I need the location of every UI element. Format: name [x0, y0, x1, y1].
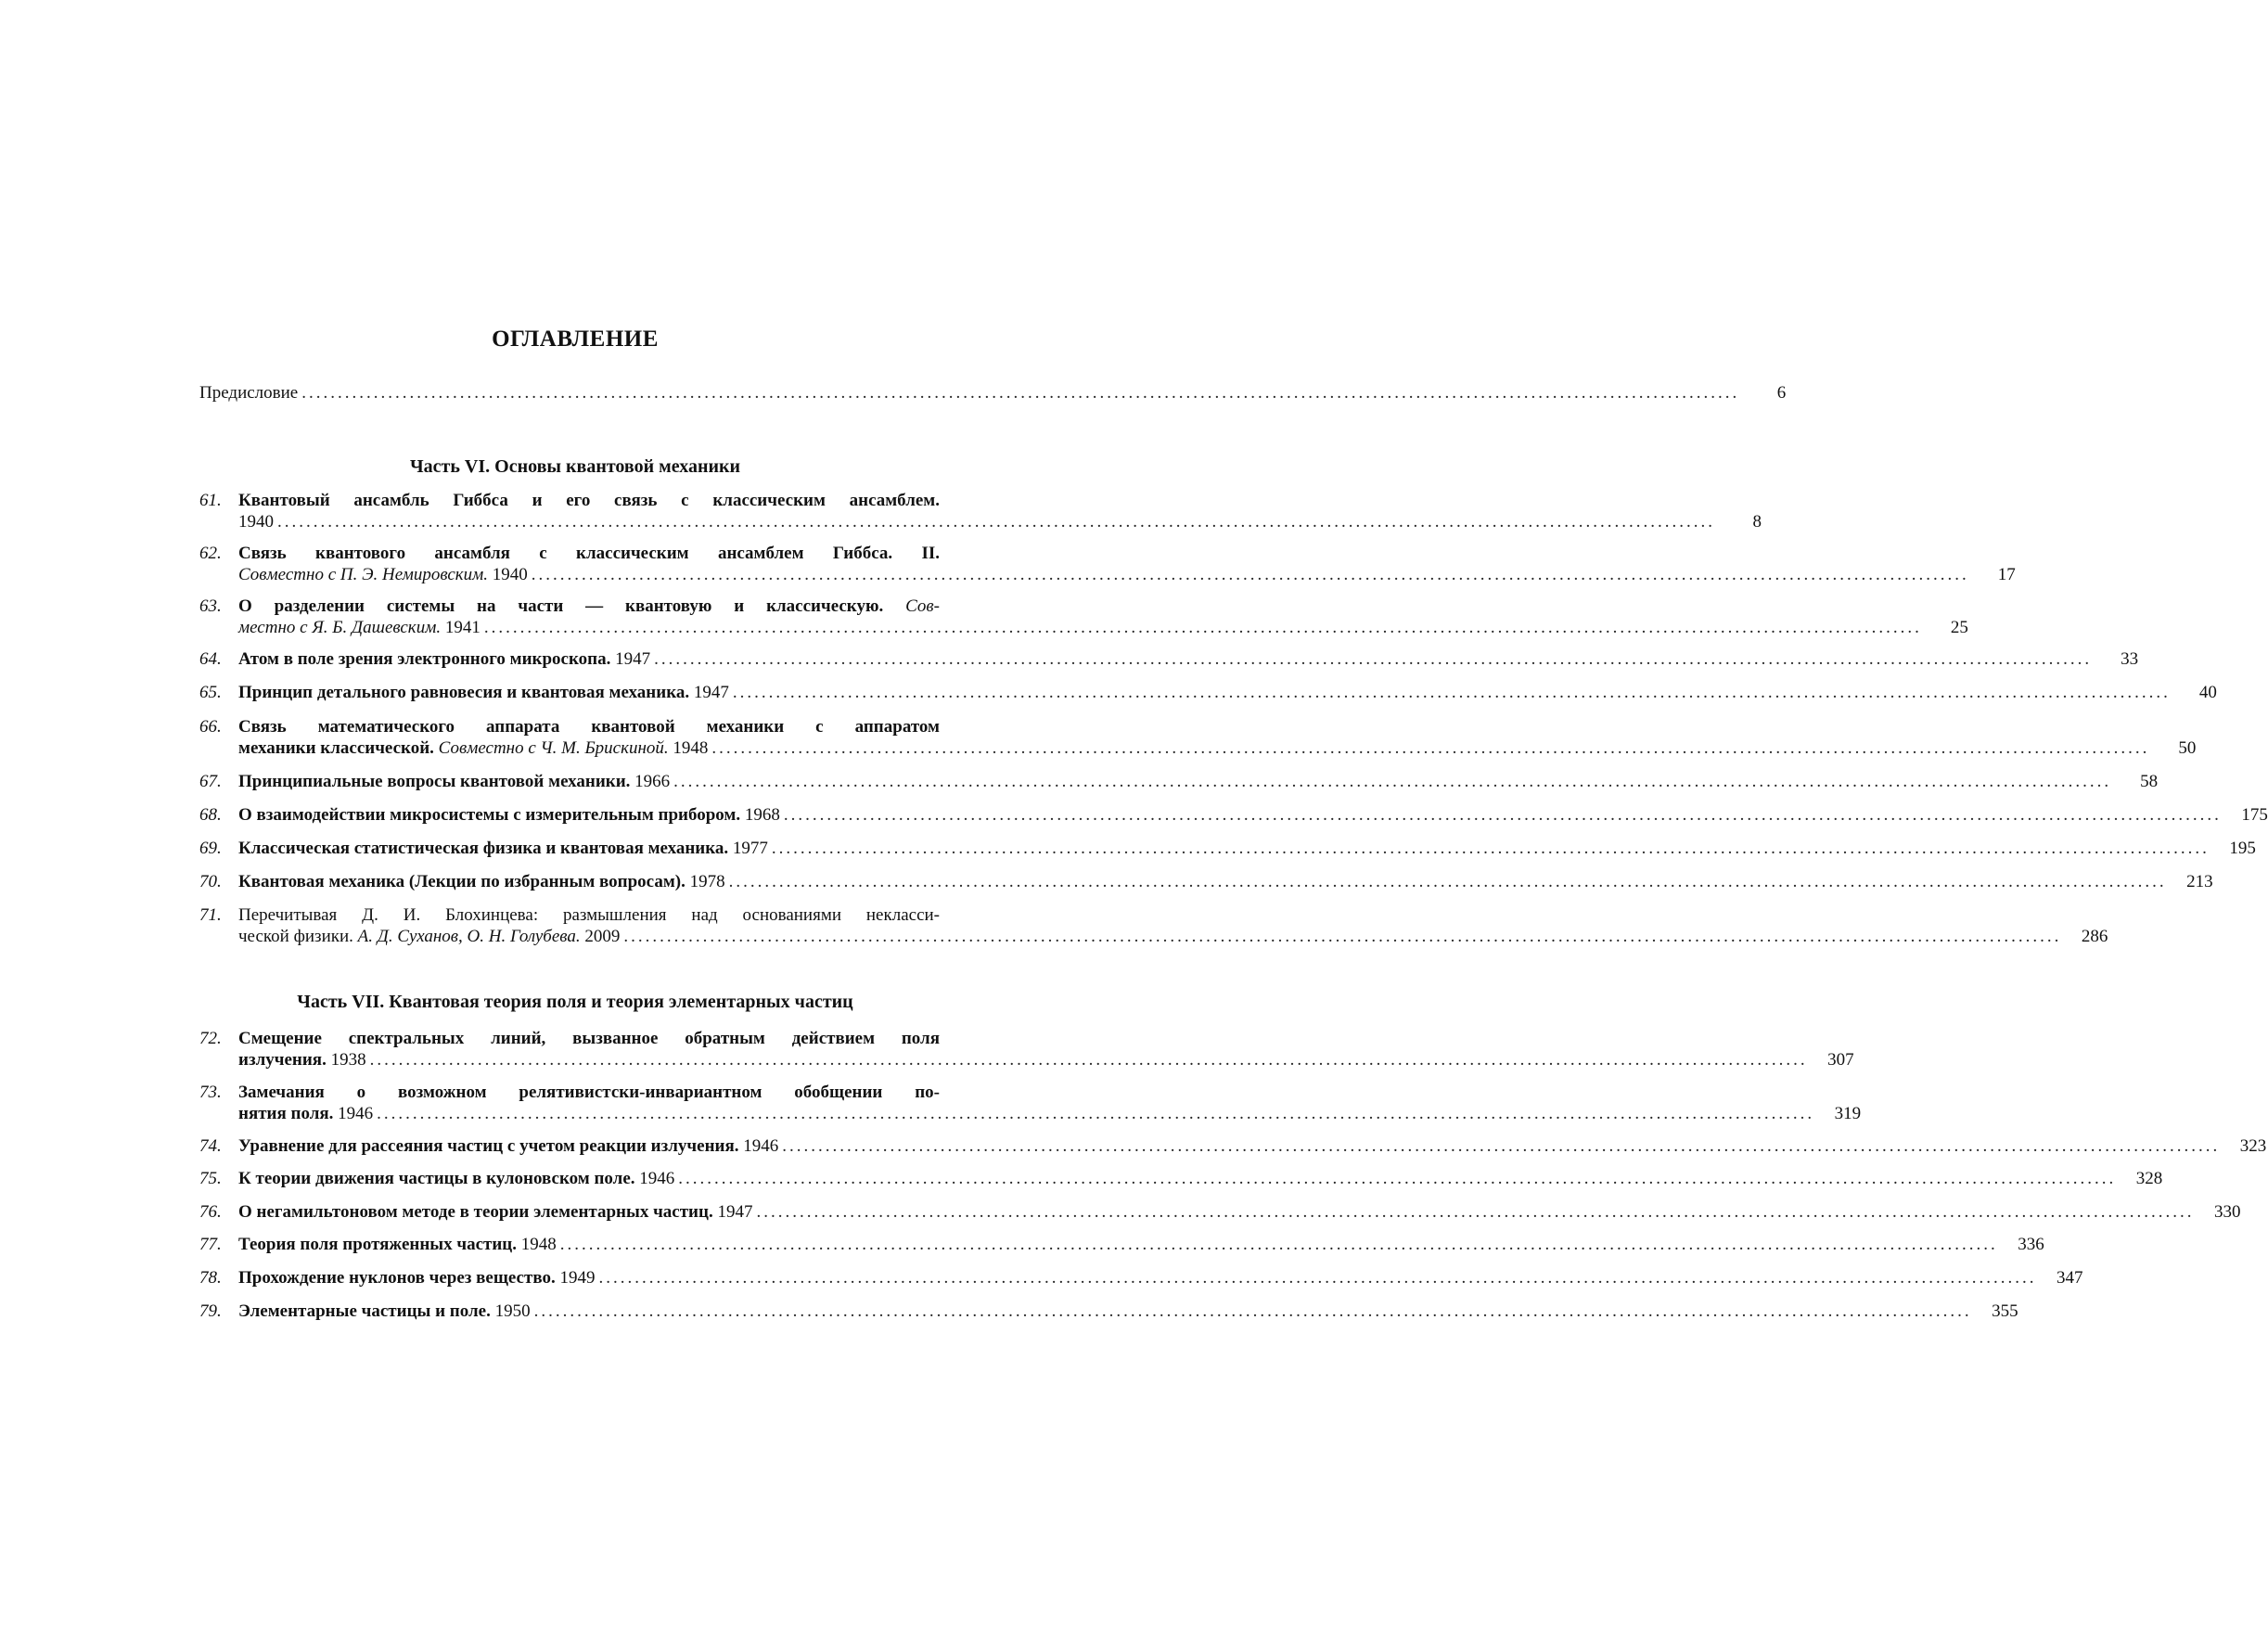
toc-entry-70[interactable]	[199, 870, 2213, 894]
entry-number: 72.	[199, 1029, 222, 1048]
entry-title: О разделении системы на части — квантовую и классическую.	[238, 596, 884, 616]
entry-year: 1977	[732, 839, 768, 858]
leader-dots: ........................................................................................................................................................................................................	[369, 1050, 1808, 1070]
entry-title: О взаимодействии микросистемы с измерительным прибором.	[238, 805, 741, 825]
part-6-heading: Часть VI. Основы квантовой механики	[409, 456, 741, 477]
entry-title: Квантовая механика (Лекции по избранным вопросам).	[238, 872, 686, 891]
page-number: 195	[2229, 839, 2256, 858]
entry-number: 70.	[199, 872, 222, 891]
page-number: 25	[1950, 618, 1968, 637]
entry-number: 64.	[199, 649, 222, 669]
entry-coauthors: Совместно с П. Э. Немировским.	[238, 565, 489, 584]
page-title: ОГЛАВЛЕНИЕ	[492, 327, 659, 352]
entry-number: 79.	[199, 1301, 222, 1321]
toc-entry-77[interactable]	[199, 1233, 2044, 1257]
toc-entry-72-cont[interactable]	[199, 1048, 1854, 1072]
leader-dots: ........................................................................................................................................................................................................	[783, 805, 2222, 825]
entry-number: 65.	[199, 683, 222, 702]
entry-year: 1947	[717, 1202, 753, 1222]
entry-title: Замечания о возможном релятивистски-инвариантном обобщении по-	[238, 1083, 940, 1102]
entry-year: 1946	[743, 1136, 779, 1156]
toc-entry-66-cont[interactable]	[199, 737, 2197, 761]
toc-entry-64[interactable]	[199, 647, 2139, 672]
entry-title: Связь математического аппарата квантовой механики с аппаратом	[238, 717, 940, 737]
entry-year: 1966	[634, 772, 671, 791]
page-number: 323	[2239, 1136, 2267, 1156]
entry-number: 68.	[199, 805, 222, 825]
entry-title: Атом в поле зрения электронного микроскопа.	[238, 649, 611, 669]
entry-coauthors: местно с Я. Б. Дашевским.	[238, 618, 442, 637]
page-number: 347	[2056, 1268, 2083, 1288]
entry-title: Смещение спектральных линий, вызванное обратным действием поля	[238, 1029, 940, 1048]
leader-dots: ........................................................................................................................................................................................................	[711, 738, 2150, 758]
entry-year: 1938	[330, 1050, 366, 1070]
toc-entry-67[interactable]	[199, 770, 2159, 794]
toc-entry-76[interactable]	[199, 1200, 2241, 1224]
entry-authors: А. Д. Суханов, О. Н. Голубева.	[357, 927, 581, 946]
toc-entry-73-cont[interactable]	[199, 1102, 1862, 1126]
entry-number: 78.	[199, 1268, 222, 1288]
part-7-heading: Часть VII. Квантовая теория поля и теория элементарных частиц	[297, 992, 853, 1012]
leader-dots: ........................................................................................................................................................................................................	[623, 927, 2062, 946]
entry-number: 74.	[199, 1136, 222, 1156]
entry-year: 1948	[520, 1235, 557, 1254]
entry-title: Прохождение нуклонов через вещество.	[238, 1268, 556, 1288]
leader-dots: ........................................................................................................................................................................................................	[533, 1301, 1972, 1321]
leader-dots: ........................................................................................................................................................................................................	[673, 772, 2112, 791]
toc-entry-79[interactable]	[199, 1300, 2018, 1324]
entry-coauthors: Совместно с Ч. М. Брискиной.	[438, 738, 669, 758]
entry-year: 1948	[673, 738, 709, 758]
entry-number: 71.	[199, 905, 222, 925]
entry-title-cont: ческой физики.	[238, 927, 353, 946]
entry-year: 1978	[689, 872, 725, 891]
leader-dots: ........................................................................................................................................................................................................	[559, 1235, 1998, 1254]
entry-number: 69.	[199, 839, 222, 858]
entry-title: Принцип детального равновесия и квантовая механика.	[238, 683, 690, 702]
entry-title: Уравнение для рассеяния частиц с учетом реакции излучения.	[238, 1136, 739, 1156]
leader-dots: ........................................................................................................................................................................................................	[771, 839, 2210, 858]
entry-title: Связь квантового ансамбля с классическим ансамблем Гиббса. II.	[238, 544, 940, 563]
entry-year: 1946	[338, 1104, 374, 1123]
entry-year: 1947	[615, 649, 651, 669]
leader-dots: ........................................................................................................................................................................................................	[756, 1202, 2195, 1222]
entry-year: 1940	[238, 512, 274, 532]
preface-label: Предисловие	[199, 383, 299, 403]
entry-title: Классическая статистическая физика и квантовая механика.	[238, 839, 729, 858]
leader-dots: ........................................................................................................................................................................................................	[301, 383, 1740, 403]
entry-year: 2009	[584, 927, 621, 946]
toc-entry-65[interactable]	[199, 681, 2217, 705]
leader-dots: ........................................................................................................................................................................................................	[483, 618, 1922, 637]
page-number: 8	[1752, 512, 1762, 532]
page-number: 213	[2186, 872, 2213, 891]
leader-dots: ........................................................................................................................................................................................................	[531, 565, 1969, 584]
leader-dots: ........................................................................................................................................................................................................	[782, 1136, 2221, 1156]
entry-title: Перечитывая Д. И. Блохинцева: размышления над основаниями некласси-	[238, 905, 940, 925]
entry-number: 75.	[199, 1169, 222, 1188]
page-number: 286	[2081, 927, 2108, 946]
page-number: 336	[2018, 1235, 2044, 1254]
entry-year: 1968	[744, 805, 780, 825]
leader-dots: ........................................................................................................................................................................................................	[678, 1169, 2117, 1188]
entry-number: 66.	[199, 717, 222, 737]
entry-number: 67.	[199, 772, 222, 791]
toc-entry-63-cont[interactable]	[199, 616, 1968, 640]
page-number: 58	[2140, 772, 2159, 791]
entry-number: 63.	[199, 596, 222, 616]
entry-title: Теория поля протяженных частиц.	[238, 1235, 518, 1254]
page-number: 307	[1827, 1050, 1854, 1070]
leader-dots: ........................................................................................................................................................................................................	[598, 1268, 2037, 1288]
entry-number: 76.	[199, 1202, 222, 1222]
page-number: 330	[2213, 1202, 2241, 1222]
page-number: 6	[1776, 383, 1787, 403]
toc-entry-78[interactable]	[199, 1266, 2083, 1290]
page-number: 33	[2121, 649, 2139, 669]
entry-title: Принципиальные вопросы квантовой механики.	[238, 772, 631, 791]
entry-year: 1946	[639, 1169, 675, 1188]
entry-number: 61.	[199, 491, 222, 510]
entry-year: 1940	[492, 565, 528, 584]
toc-entry-61-cont[interactable]	[199, 510, 1762, 534]
entry-title-cont: механики классической.	[238, 738, 434, 758]
leader-dots: ........................................................................................................................................................................................................	[732, 683, 2171, 702]
entry-year: 1949	[559, 1268, 596, 1288]
entry-title-cont: излучения.	[238, 1050, 327, 1070]
page-number: 355	[1992, 1301, 2018, 1321]
leader-dots: ........................................................................................................................................................................................................	[728, 872, 2167, 891]
entry-year: 1950	[494, 1301, 531, 1321]
toc-entry-68[interactable]	[199, 803, 2268, 827]
entry-coauthors-part: Сов-	[905, 596, 940, 616]
page-number: 17	[1997, 565, 2016, 584]
page-number: 40	[2198, 683, 2217, 702]
toc-entry-71-cont[interactable]	[199, 925, 2108, 949]
toc-entry-preface[interactable]	[199, 381, 1787, 405]
page-number: 328	[2135, 1169, 2163, 1188]
entry-year: 1941	[444, 618, 481, 637]
entry-title: О негамильтоновом методе в теории элементарных частиц.	[238, 1202, 713, 1222]
entry-number: 62.	[199, 544, 222, 563]
toc-entry-69[interactable]	[199, 837, 2256, 861]
leader-dots: ........................................................................................................................................................................................................	[277, 512, 1715, 532]
toc-entry-62-cont[interactable]	[199, 563, 2016, 587]
entry-title: Квантовый ансамбль Гиббса и его связь с классическим ансамблем.	[238, 491, 940, 510]
page-number: 319	[1834, 1104, 1862, 1123]
entry-number: 73.	[199, 1083, 222, 1102]
page-number: 50	[2178, 738, 2197, 758]
leader-dots: ........................................................................................................................................................................................................	[654, 649, 2093, 669]
entry-title: Элементарные частицы и поле.	[238, 1301, 491, 1321]
toc-entry-74[interactable]	[199, 1134, 2267, 1159]
toc-entry-75[interactable]	[199, 1167, 2163, 1191]
entry-number: 77.	[199, 1235, 222, 1254]
entry-year: 1947	[693, 683, 729, 702]
leader-dots: ........................................................................................................................................................................................................	[377, 1104, 1815, 1123]
entry-title-cont: нятия поля.	[238, 1104, 334, 1123]
entry-title: К теории движения частицы в кулоновском поле.	[238, 1169, 635, 1188]
page-number: 175	[2241, 805, 2268, 825]
